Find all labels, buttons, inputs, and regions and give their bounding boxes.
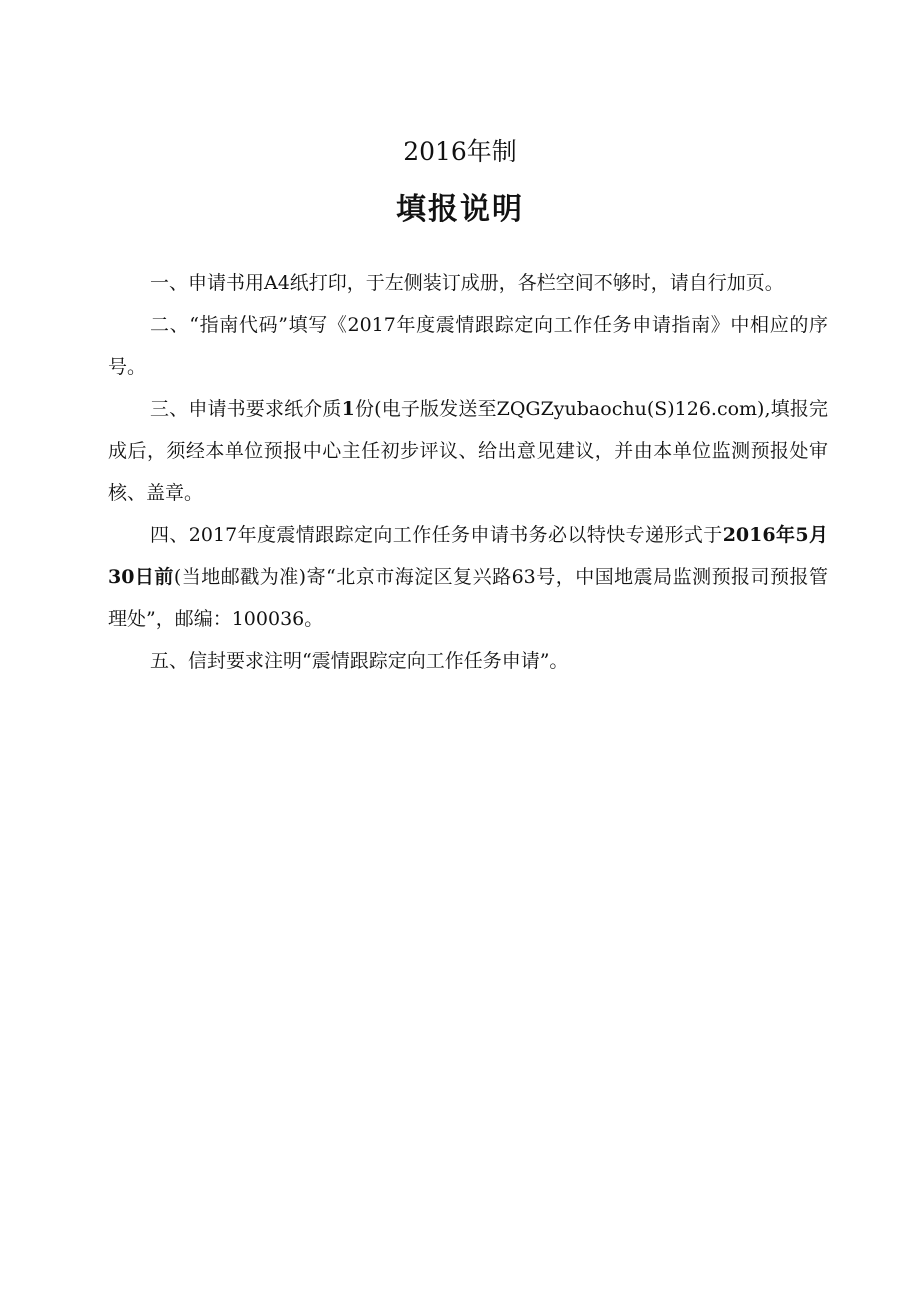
year-note: 2016年制 <box>403 137 517 166</box>
paragraph-text: 份(电子版发送至ZQGZyubaochu(S)126.com),填报完成后，须经本单位预报中心主任初步评议、给出意见建议，并由本单位监测预报处审核、盖章。 <box>108 398 828 504</box>
paragraph-text: (当地邮戳为准)寄“北京市海淀区复兴路63号，中国地震局监测预报司预报管理处”，邮编：100036。 <box>108 566 828 630</box>
instruction-paragraph-1 <box>108 262 828 304</box>
paragraph-text: 五、信封要求注明“震情跟踪定向工作任务申请”。 <box>150 650 569 672</box>
instruction-paragraph-5 <box>108 640 828 682</box>
paragraph-text: 四、2017年度震情跟踪定向工作任务申请书务必以特快专递形式于 <box>150 524 723 546</box>
instructions-body <box>108 262 828 682</box>
paragraph-emphasis: 2016年5月30日前 <box>108 524 829 588</box>
paragraph-emphasis: 1 <box>341 398 355 420</box>
page-title: 填报说明 <box>396 192 524 227</box>
instruction-paragraph-4 <box>108 514 828 640</box>
paragraph-text: 二、“指南代码”填写《2017年度震情跟踪定向工作任务申请指南》中相应的序号。 <box>108 314 828 378</box>
instruction-paragraph-2 <box>108 304 828 388</box>
paragraph-text: 一、申请书用A4纸打印，于左侧装订成册，各栏空间不够时，请自行加页。 <box>150 272 784 294</box>
paragraph-text: 三、申请书要求纸介质 <box>150 398 342 420</box>
instruction-paragraph-3 <box>108 388 828 514</box>
